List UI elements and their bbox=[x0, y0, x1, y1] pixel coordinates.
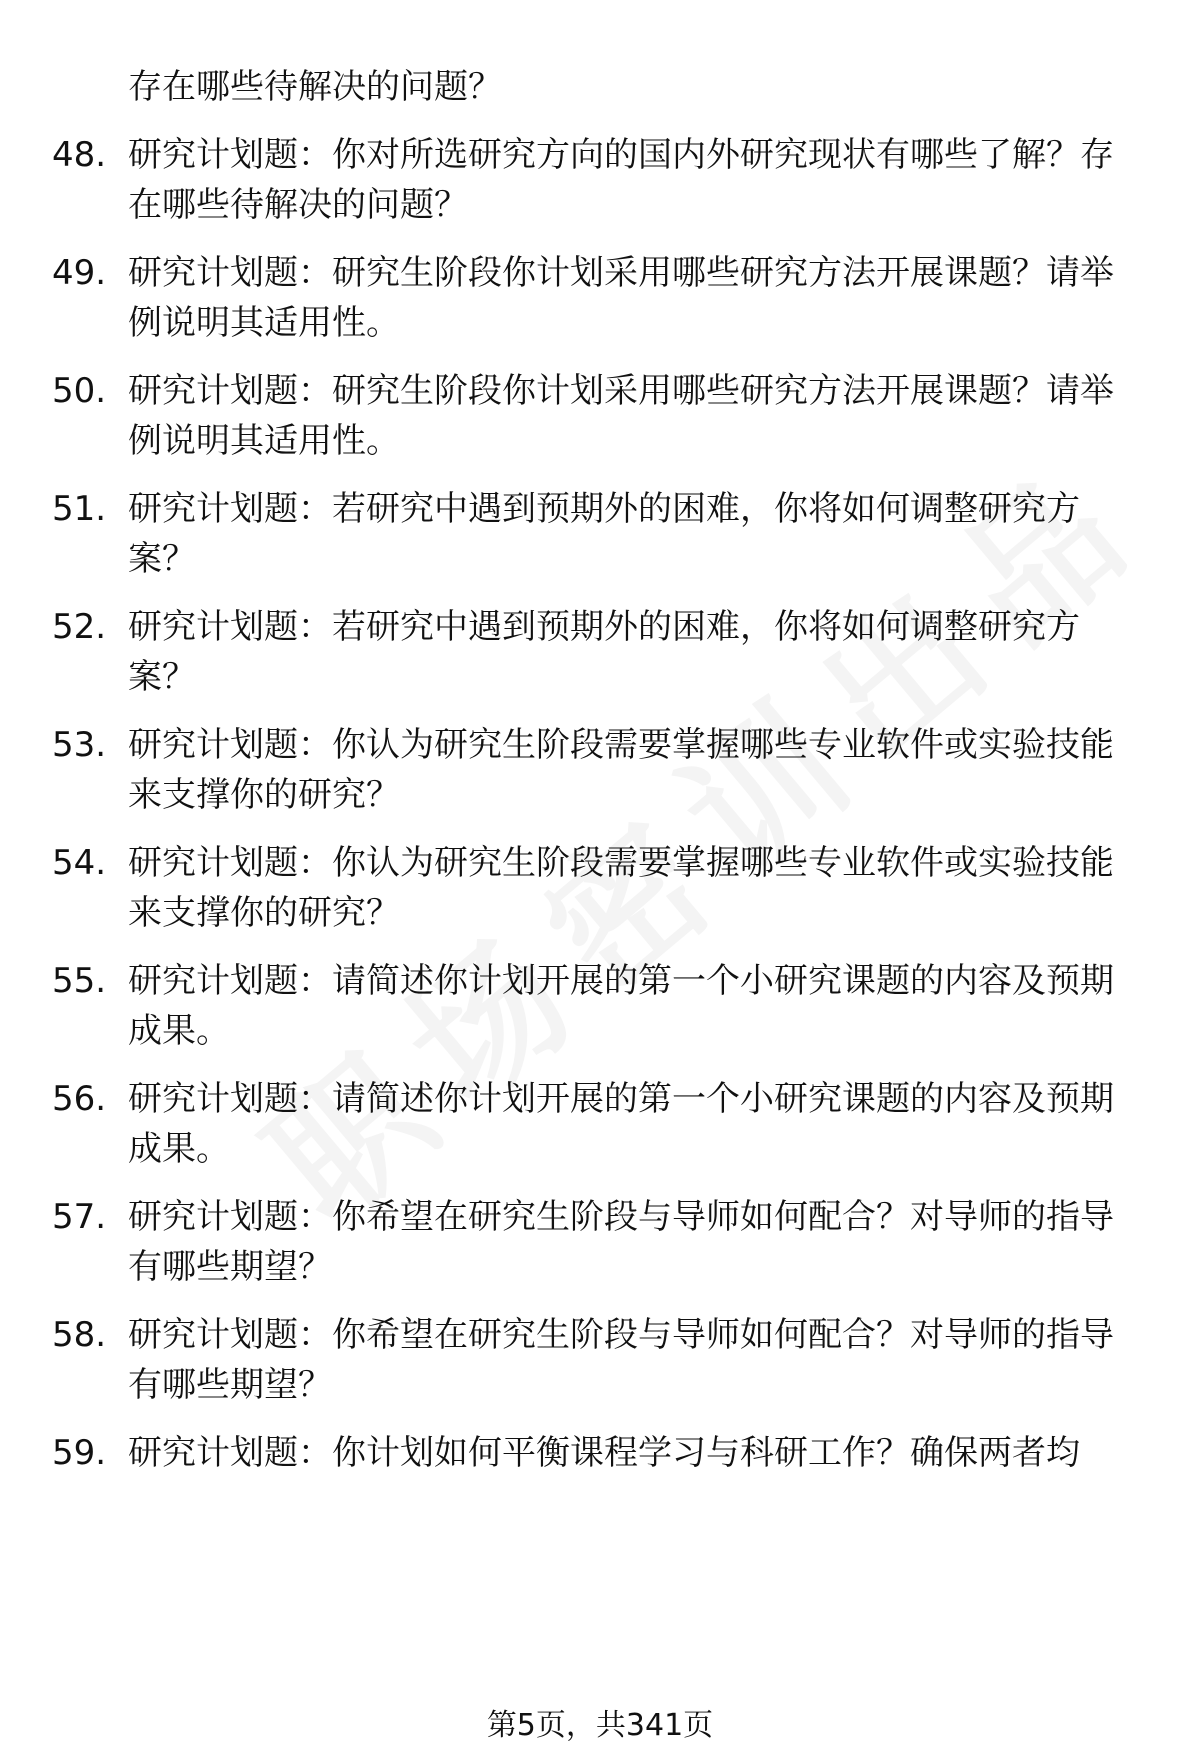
continuation-text: 存在哪些待解决的问题？ bbox=[128, 67, 502, 107]
question-text: 研究计划题：你认为研究生阶段需要掌握哪些专业软件或实验技能来支撑你的研究？ bbox=[128, 843, 1114, 933]
question-number: 48. bbox=[52, 135, 107, 175]
question-text: 研究计划题：你希望在研究生阶段与导师如何配合？对导师的指导有哪些期望？ bbox=[128, 1315, 1114, 1405]
question-text: 研究计划题：你对所选研究方向的国内外研究现状有哪些了解？存在哪些待解决的问题？ bbox=[128, 135, 1114, 225]
question-number: 55. bbox=[52, 961, 107, 1001]
question-text: 研究计划题：你计划如何平衡课程学习与科研工作？确保两者均 bbox=[128, 1433, 1080, 1473]
question-text: 研究计划题：研究生阶段你计划采用哪些研究方法开展课题？请举例说明其适用性。 bbox=[128, 253, 1114, 343]
question-text: 研究计划题：若研究中遇到预期外的困难，你将如何调整研究方案？ bbox=[128, 489, 1080, 579]
question-text: 研究计划题：若研究中遇到预期外的困难，你将如何调整研究方案？ bbox=[128, 607, 1080, 697]
page-footer: 第5页，共341页 bbox=[486, 1708, 714, 1743]
question-number: 56. bbox=[52, 1079, 107, 1119]
question-text: 研究计划题：研究生阶段你计划采用哪些研究方法开展课题？请举例说明其适用性。 bbox=[128, 371, 1114, 461]
question-number: 53. bbox=[52, 725, 107, 765]
question-text: 研究计划题：你认为研究生阶段需要掌握哪些专业软件或实验技能来支撑你的研究？ bbox=[128, 725, 1114, 815]
question-number: 52. bbox=[52, 607, 107, 647]
question-number: 51. bbox=[52, 489, 107, 529]
question-number: 57. bbox=[52, 1197, 107, 1237]
question-number: 49. bbox=[52, 253, 107, 293]
question-number: 50. bbox=[52, 371, 107, 411]
question-number: 58. bbox=[52, 1315, 107, 1355]
question-number: 54. bbox=[52, 843, 107, 883]
question-text: 研究计划题：你希望在研究生阶段与导师如何配合？对导师的指导有哪些期望？ bbox=[128, 1197, 1114, 1287]
question-text: 研究计划题：请简述你计划开展的第一个小研究课题的内容及预期成果。 bbox=[128, 961, 1114, 1051]
question-number: 59. bbox=[52, 1433, 107, 1473]
question-text: 研究计划题：请简述你计划开展的第一个小研究课题的内容及预期成果。 bbox=[128, 1079, 1114, 1169]
